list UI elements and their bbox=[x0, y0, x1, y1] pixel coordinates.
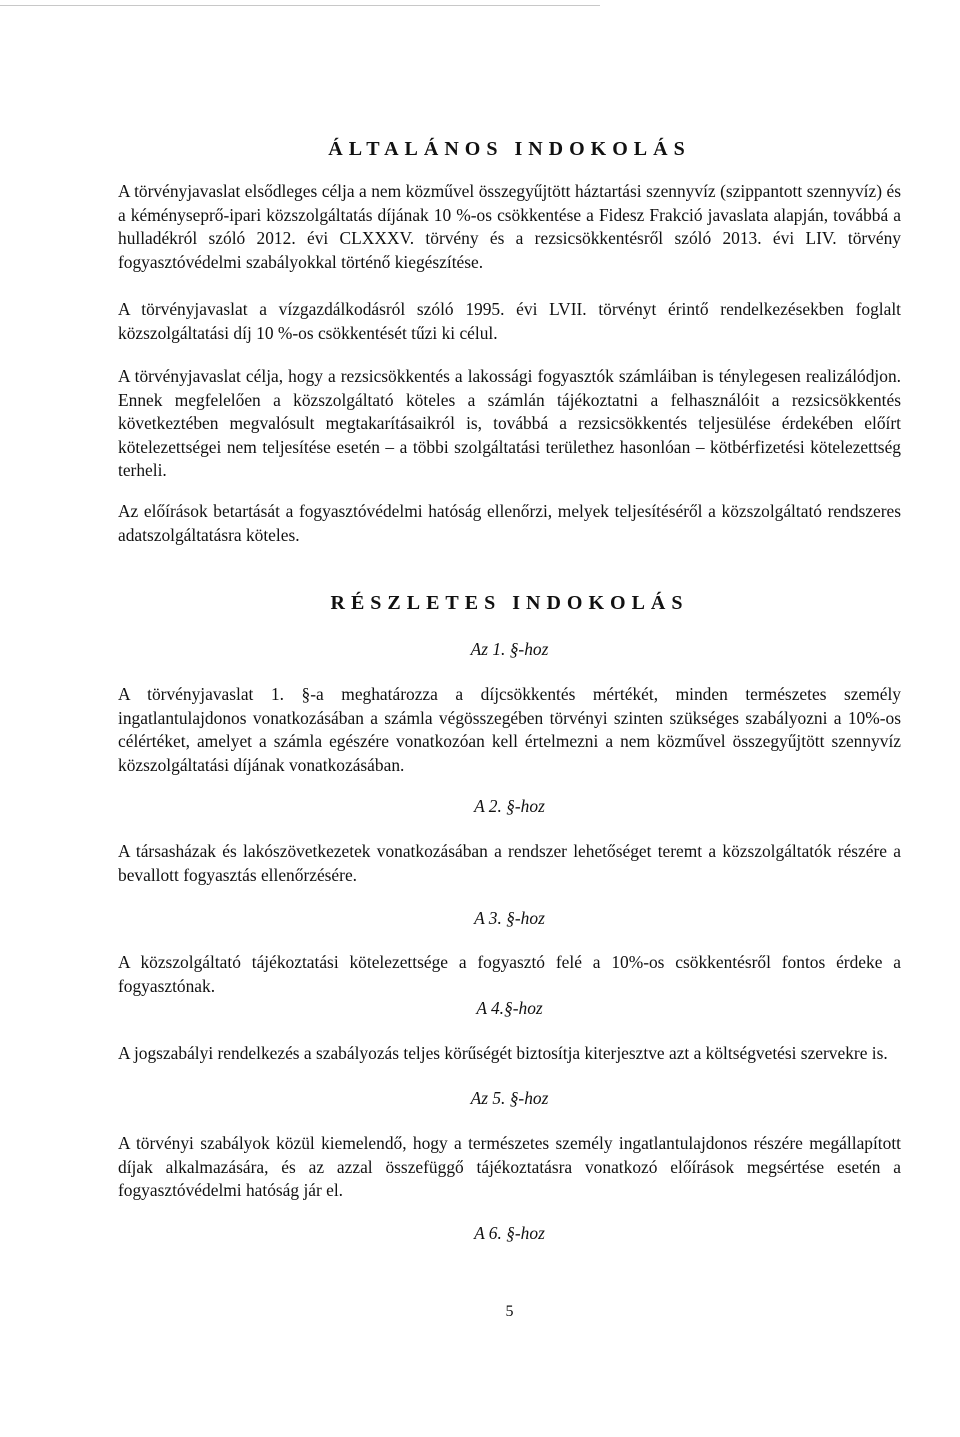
section-2-text: A társasházak és lakószövetkezetek vonatkozásában a rendszer lehetőséget teremt a közszolgáltatók részére a bevallott fogyasztás ellenőrzésére. bbox=[118, 841, 901, 885]
section-6-heading: A 6. §-hoz bbox=[474, 1223, 545, 1243]
section-5-text: A törvényi szabályok közül kiemelendő, hogy a természetes személy ingatlantulajdonos részére megállapított díjak alkalmazására, és az azzal összefüggő tájékoztatásra vonatkozó előírások megsértése esetén a fogyasztóvédelmi hatóság jár el. bbox=[118, 1133, 901, 1200]
general-paragraph-4: Az előírások betartását a fogyasztóvédelmi hatóság ellenőrzi, melyek teljesítéséről a közszolgáltató rendszeres adatszolgáltatásra köteles. bbox=[118, 501, 901, 545]
section-1-text: A törvényjavaslat 1. §-a meghatározza a díjcsökkentés mértékét, minden természetes személy ingatlantulajdonos vonatkozásában a számla végösszegében törvényi szinten szükséges szabályozni a 10%-os célértéket, amelyet a számla egészére vonatkozóan kell értelmezni a nem közművel összegyűjtött szennyvíz közszolgáltatási díjának vonatkozásában. bbox=[118, 684, 901, 775]
section-1-heading: Az 1. §-hoz bbox=[470, 639, 549, 659]
general-paragraph-2: A törvényjavaslat a vízgazdálkodásról szóló 1995. évi LVII. törvényt érintő rendelkezésekben foglalt közszolgáltatási díj 10 %-os csökkentését tűzi ki célul. bbox=[118, 299, 901, 343]
general-reasoning-title: ÁLTALÁNOS INDOKOLÁS bbox=[328, 138, 691, 160]
section-4-heading: A 4.§-hoz bbox=[476, 998, 543, 1018]
section-5-heading: Az 5. §-hoz bbox=[470, 1088, 549, 1108]
general-paragraph-3: A törvényjavaslat célja, hogy a rezsicsökkentés a lakossági fogyasztók számláiban is ténylegesen realizálódjon. Ennek megfelelően a közszolgáltató köteles a számlán tájékoztatni a felhasználóit a rezsicsökkentés következtében megvalósult megtakarításaikról is, továbbá a rezsicsökkentés teljesülése érdekében előírt kötelezettségei nem teljesítése esetén – a többi szolgáltatási területhez hasonlóan – kötbérfizetési kötelezettség terheli. bbox=[118, 366, 901, 480]
top-border-line bbox=[0, 5, 600, 6]
section-3-text: A közszolgáltató tájékoztatási kötelezettsége a fogyasztó felé a 10%-os csökkentésről fontos érdeke a fogyasztónak. bbox=[118, 952, 901, 996]
page-number: 5 bbox=[505, 1303, 514, 1320]
detailed-reasoning-title: RÉSZLETES INDOKOLÁS bbox=[330, 592, 689, 614]
section-3-heading: A 3. §-hoz bbox=[474, 908, 545, 928]
section-2-heading: A 2. §-hoz bbox=[474, 796, 545, 816]
general-paragraph-1: A törvényjavaslat elsődleges célja a nem közművel összegyűjtött háztartási szennyvíz (szippantott szennyvíz) és a kéményseprő-ipari közszolgáltatás díjának 10 %-os csökkentése a Fidesz Frakció javaslata alapján, továbbá a hulladékról szóló 2012. évi CLXXXV. törvény és a rezsicsökkentésről szóló 2013. évi LIV. törvény fogyasztóvédelmi szabályokkal történő kiegészítése. bbox=[118, 181, 901, 272]
section-4-text: A jogszabályi rendelkezés a szabályozás teljes körűségét biztosítja kiterjesztve azt a költségvetési szervekre is. bbox=[118, 1043, 888, 1063]
